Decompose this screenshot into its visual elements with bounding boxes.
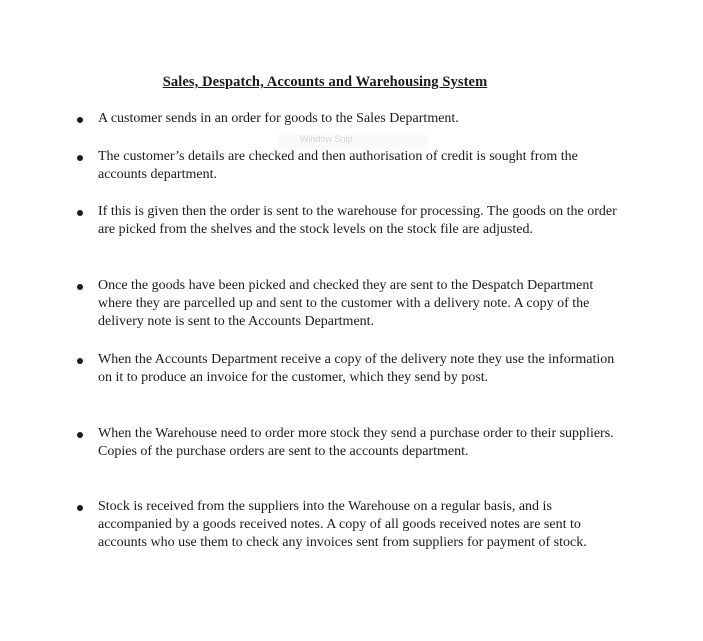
list-item-text: Stock is received from the suppliers into the Warehouse on a regular basis, and is accompanied by a goods received notes. A copy of all goods received notes are sent to accounts who use them to check any invoices sent from suppliers for payment of stock. [98, 499, 587, 550]
bullet-icon [77, 505, 83, 511]
list-item-text: When the Warehouse need to order more stock they send a purchase order to their suppliers. Copies of the purchase orders are sent to the accounts department. [98, 426, 614, 459]
list-item-text: When the Accounts Department receive a copy of the delivery note they use the information on it to produce an invoice for the customer, which they send by post. [98, 352, 615, 385]
list-item-text: If this is given then the order is sent to the warehouse for processing. The goods on the order are picked from the shelves and the stock levels on the stock file are adjusted. [98, 204, 617, 237]
bullet-icon [77, 117, 83, 123]
list-item-text: Once the goods have been picked and checked they are sent to the Despatch Department where they are parcelled up and sent to the customer with a delivery note. A copy of the delivery note is sent to the Accounts Department. [98, 278, 594, 329]
document-title: Sales, Despatch, Accounts and Warehousing System [162, 74, 488, 90]
list-item-text: A customer sends in an order for goods to the Sales Department. [98, 111, 459, 126]
list-item-text: The customer’s details are checked and then authorisation of credit is sought from the accounts department. [98, 149, 578, 182]
bullet-icon [77, 155, 83, 161]
bullet-icon [77, 432, 83, 438]
bullet-icon [77, 284, 83, 290]
bullet-icon [77, 210, 83, 216]
window-snip-watermark: Window Snip [278, 134, 428, 149]
bullet-icon [77, 358, 83, 364]
